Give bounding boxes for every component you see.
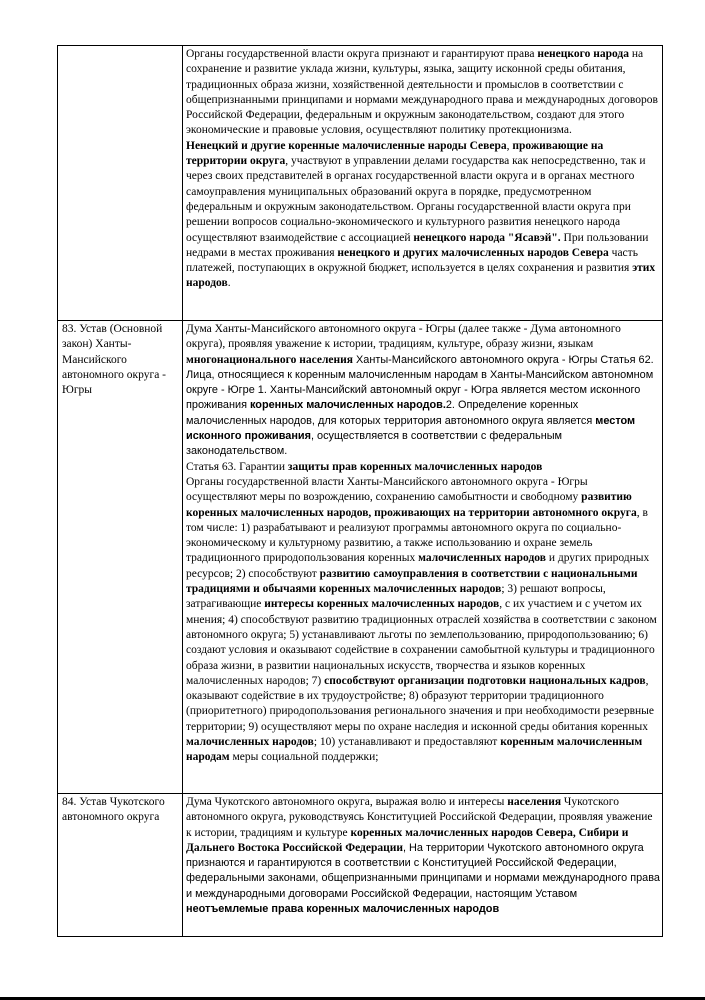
cell-paragraph (186, 475, 660, 766)
text-run: При пользовании недрами в местах проживания (186, 231, 649, 259)
bold-text-run: малочисленных народов (186, 736, 314, 749)
text-run: . (227, 277, 231, 290)
text-run: Чукотского автономного округа, руководствуясь Конституцией Российской Федерации, проявляя уважение к истории, традициям и культуре (186, 796, 653, 839)
bold-text-run: развитию самоуправления в соответствии с национальными традициями и обычаями коренных малочисленных народов (186, 567, 638, 596)
bold-text-run: защиты прав коренных малочисленных народов (287, 460, 543, 473)
text-run: Дума Чукотского автономного округа, выражая волю и интересы (186, 796, 508, 808)
text-run: Дума Ханты-Мансийского автономного округа - Югры (далее также - Дума автономного округа), проявляя уважение к истории, традициям, культуре, образу жизни, языкам (186, 323, 621, 351)
text-run: на сохранение и развитие уклада жизни, культуры, языка, защиту исконной среды обитания, традиционных образа жизни, хозяйственной деятельности и промыслов в соответствии с общепризнанными принципами и нормами международного права и международных договоров Российской Федерации, федеральным и окружным законодательством, создают для этого экономические и правовые условия, осуществляют политику протекционизма. (186, 48, 658, 137)
table-row (58, 46, 663, 321)
row-number-cell: 83. Устав (Основной закон) Ханты-Мансийского автономного округа - Югры (58, 321, 183, 794)
bold-text-run: . (442, 399, 446, 412)
table-row (58, 321, 663, 794)
text-run: Органы государственной власти округа признают и гарантируют права (186, 48, 538, 60)
bold-text-run: проживающие на территории округа (186, 139, 604, 168)
text-run: Органы государственной власти Ханты-Мансийского автономного округа - Югры осуществляют меры по возрождению, сохранению самобытности и свободному (186, 475, 588, 504)
bold-text-run: неотъемлемые права коренных малочисленных народов (186, 903, 500, 916)
text-run: и других природных ресурсов; 2) способствуют (186, 552, 650, 580)
cell-paragraph (186, 460, 660, 475)
row-content-cell (183, 321, 663, 794)
bold-text-run: населения (507, 796, 562, 808)
row-content-cell (183, 794, 663, 937)
text-run: , (506, 139, 513, 152)
document-table (57, 45, 663, 937)
bold-text-run: развитию коренных малочисленных народов, проживающих на территории автономного округа (186, 491, 637, 519)
row-number-cell (58, 46, 183, 321)
bold-text-run: этих народов (186, 262, 656, 290)
table-row (58, 794, 663, 937)
bold-text-run: Ненецкий и другие коренные малочисленные народы Севера (186, 139, 507, 152)
bold-text-run: ненецкого народа (537, 48, 629, 60)
text-run: , в том числе: 1) разрабатывают и реализуют программы автономного округа по социально-экономическому и культурному развитию, а также использованию и охране земель традиционного природопользования коренных (186, 506, 648, 565)
text-run: 2. Определение коренных малочисленных народов, для которых территория автономного округа является (186, 399, 596, 427)
text-run: , оказывают содействие в их трудоустройстве; 8) образуют территории традиционного (приоритетного) природопользования регионального значения и при необходимости резервные территории; 9) осуществляют меры по охране наследия и исконной среды обитания коренных (186, 674, 655, 733)
text-run: Статья 63. Гарантии (186, 460, 288, 473)
bold-text-run: коренных малочисленных народов (250, 399, 443, 412)
bold-text-run: интересы коренных малочисленных народов (264, 598, 500, 611)
bold-text-run: способствуют организации подготовки национальных кадров (324, 674, 646, 687)
bold-text-run: малочисленных народов (418, 552, 546, 565)
row-content-cell (183, 46, 663, 321)
cell-paragraph (186, 139, 660, 292)
row-number-cell: 84. Устав Чукотского автономного округа (58, 794, 183, 937)
text-run: , осуществляется в соответствии с федеральным законодательством. (186, 430, 563, 458)
bold-text-run: местом исконного проживания (186, 414, 636, 443)
text-run: , с их участием и с учетом их мнения; 4) способствуют развитию традиционных отраслей хозяйства в соответствии с законом автономного округа; 5) устанавливают льготы по землепользованию, природопользованию; 6) создают условия и оказывают содействие в сохранении самобытной культуры и традиционного образа жизни, в развитии национальных искусств, творчества и языков коренных малочисленных народов; 7) (186, 598, 657, 687)
bold-text-run: коренным малочисленным народам (186, 736, 643, 764)
text-run: Ханты-Мансийского автономного округа - Югры Статья 62. Лица, относящиеся к коренным малочисленным народам в Ханты-Мансийском автономном округе - Югре 1. Ханты-Мансийский автономный округ - Югра является местом исконного проживания (186, 353, 654, 412)
bold-text-run: многонационального населения (186, 353, 353, 366)
text-run: , На территории Чукотского автономного округа признаются и гарантируются в соответствии с Конституцией Российской Федерации, федеральными законами, общепризнанными принципами и нормами международного права и международными договорами Российской Федерации, настоящим Уставом (186, 841, 660, 900)
bold-text-run: ненецкого и других малочисленных народов Севера (337, 246, 609, 259)
cell-paragraph (186, 47, 660, 139)
text-run: ; 3) решают вопросы, затрагивающие (186, 583, 606, 611)
text-run: ; 10) устанавливают и предоставляют (313, 736, 501, 749)
text-run: часть платежей, поступающих в окружной бюджет, используется в целях сохранения и развития (186, 246, 638, 275)
text-run: меры социальной поддержки; (229, 751, 379, 764)
bold-text-run: коренных малочисленных народов Севера, Сибири и Дальнего Востока Российской Федерации (186, 826, 629, 854)
text-run: , участвуют в управлении делами государства как непосредственно, так и через своих представителей в органах государственной власти округа и в органах местного самоуправления муниципальных образований округа в порядке, предусмотренном федеральным и окружным законодательством. Органы государственной власти округа при решении вопросов социально-экономического и культурного развития ненецкого народа осуществляют взаимодействие с ассоциацией (186, 155, 646, 244)
bold-text-run: ненецкого народа "Ясавэй". (413, 231, 561, 244)
cell-paragraph (186, 795, 660, 917)
cell-paragraph (186, 322, 660, 460)
